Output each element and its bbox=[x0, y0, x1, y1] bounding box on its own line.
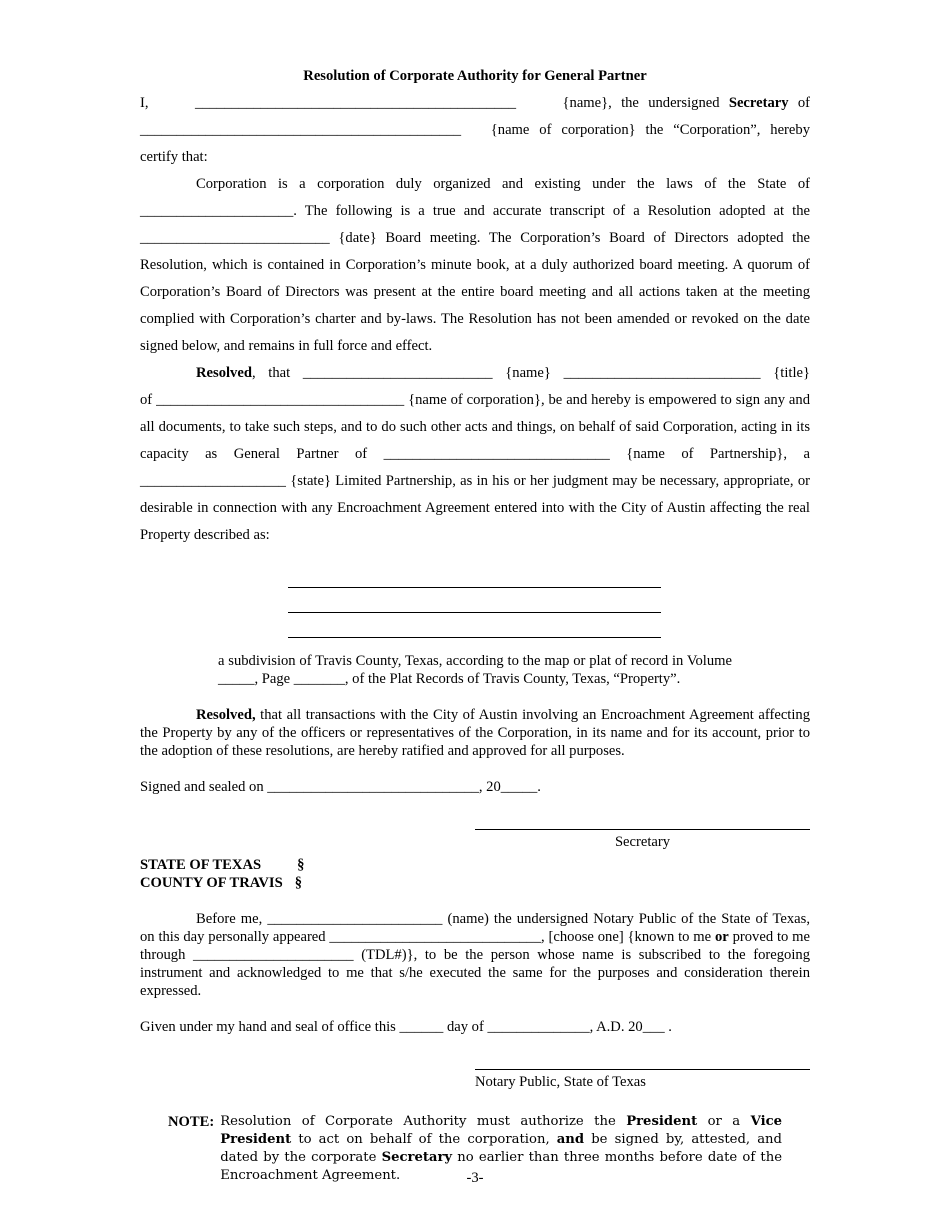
name-blank: ____________________________________________ bbox=[194, 95, 517, 111]
notary-signature-line bbox=[475, 1069, 810, 1070]
notary-signature-block bbox=[475, 1069, 810, 1091]
resolved1-a: , that __________________________ {name} ___________________________ {title} bbox=[251, 365, 810, 381]
notary-text-b: proved to me through ______________________ (TDL#)}, to be the person whose name is subscribed to the foregoing instrument and acknowledged to me that s/he executed the same for the purposes and consideration therein expressed. bbox=[140, 929, 810, 999]
notary-paragraph bbox=[140, 910, 810, 1000]
note-president-bold: President bbox=[626, 1114, 698, 1129]
resolved2-bold: Resolved, bbox=[196, 707, 256, 723]
intro-of: of bbox=[797, 95, 810, 111]
note-label: NOTE: bbox=[168, 1114, 215, 1130]
intro-line-3: certify that: bbox=[140, 149, 208, 165]
property-line bbox=[288, 588, 661, 613]
section-mark: § bbox=[297, 857, 305, 873]
intro-corporation-text: {name of corporation} the “Corporation”, hereby bbox=[490, 122, 810, 138]
document-title: Resolution of Corporate Authority for General Partner bbox=[303, 68, 647, 84]
page-number: -3- bbox=[466, 1170, 484, 1186]
property-description-lines bbox=[288, 563, 661, 638]
signed-sealed-line: Signed and sealed on _____________________________, 20_____. bbox=[140, 779, 541, 795]
para1-line-a: Corporation is a corporation duly organized and existing under the laws of the State of bbox=[196, 176, 810, 192]
para1-rest: Resolution, which is contained in Corporation’s minute book, at a duly authorized board meeting. A quorum of Corporation’s Board of Directors was present at the entire board meeting and all actions taken at the meeting complied with Corporation’s charter and by-laws. The Resolution has not been amended or revoked on the date signed below, and remains in full force and effect. bbox=[140, 257, 810, 354]
intro-line-2 bbox=[140, 117, 810, 144]
state-text: STATE OF TEXAS bbox=[140, 857, 262, 873]
given-line: Given under my hand and seal of office this ______ day of ______________, A.D. 20___ . bbox=[140, 1019, 672, 1035]
intro-name-text: {name}, the undersigned bbox=[562, 95, 720, 111]
resolved1-body: of __________________________________ {name of corporation}, be and hereby is empowered to sign any and all documents, to take such steps, and to do such other acts and things, on behalf of said Corporation, acting in its capacity as General Partner of _______________________________ {name of Partnership}, a ____________________ {state} Limited Partnership, as in his or her judgment may be necessary, appropriate, or desirable in connection with any Encroachment Agreement entered into with the City of Austin affecting the real Property described as: bbox=[140, 392, 810, 543]
resolved2-paragraph bbox=[140, 706, 810, 760]
section-mark: § bbox=[294, 875, 303, 891]
note-secretary-bold: Secretary bbox=[381, 1150, 453, 1165]
secretary-signature-line bbox=[475, 829, 810, 830]
document-page bbox=[140, 68, 810, 1185]
secretary-signature-block bbox=[475, 829, 810, 851]
county-text: COUNTY OF TRAVIS bbox=[140, 875, 283, 891]
subdivision-paragraph: a subdivision of Travis County, Texas, according to the map or plat of record in Volume _____, Page _______, of the Plat Records of Travis County, Texas, “Property”. bbox=[218, 653, 732, 687]
property-line bbox=[288, 613, 661, 638]
resolved2-text: that all transactions with the City of Austin involving an Encroachment Agreement affecting the Property by any of the officers or representatives of the Corporation, in its name and for its account, prior to the adoption of these resolutions, are hereby ratified and approved for all purposes. bbox=[140, 707, 810, 759]
para1-line-b: _____________________. The following is a true and accurate transcript of a Resolution adopted at the bbox=[140, 203, 810, 219]
secretary-label: Secretary bbox=[614, 834, 671, 850]
para1-line-c: __________________________ {date} Board meeting. The Corporation’s Board of Directors adopted the bbox=[140, 230, 810, 246]
county-line bbox=[140, 874, 810, 892]
venue-block bbox=[140, 856, 810, 892]
intro-i: I, bbox=[140, 95, 149, 111]
resolved1-line-a bbox=[140, 360, 810, 387]
notary-text-a: Before me, ________________________ (name) the undersigned Notary Public of the State of Texas, on this day personally appeared _____________________________, [choose one] {known to me bbox=[140, 911, 810, 945]
notary-or-bold: or bbox=[714, 929, 729, 945]
state-line bbox=[140, 856, 810, 874]
resolved1-bold: Resolved bbox=[196, 365, 252, 381]
note-vp-bold: Vice President bbox=[220, 1114, 783, 1147]
note-and-bold: and bbox=[556, 1132, 585, 1147]
note-text: Resolution of Corporate Authority must authorize the President or a Vice President to act on behalf of the corporation, and be signed by, attested, and dated by the corporate Secretary no earlier than three months before date of the Encroachment Agreement. bbox=[220, 1114, 783, 1183]
intro-line-1 bbox=[140, 90, 810, 117]
corporation-blank: ____________________________________________ bbox=[140, 122, 462, 138]
notary-label: Notary Public, State of Texas bbox=[475, 1074, 646, 1090]
property-line bbox=[288, 563, 661, 588]
intro-secretary-bold: Secretary bbox=[728, 95, 789, 111]
